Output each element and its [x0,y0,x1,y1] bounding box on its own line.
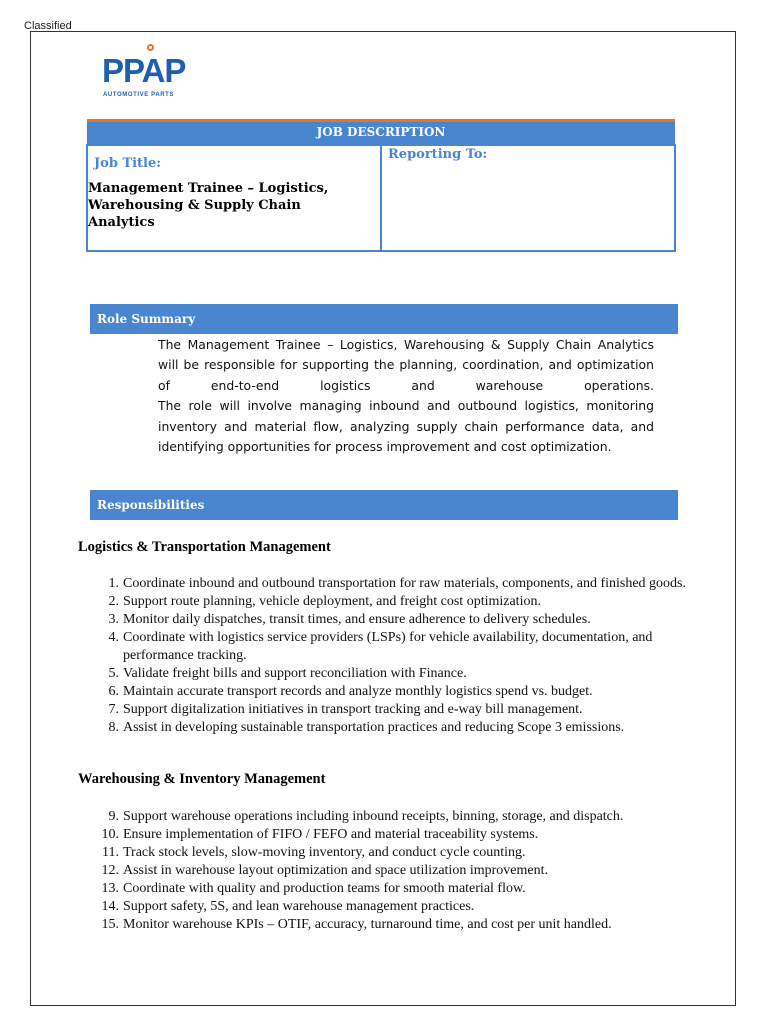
list-item: 7. Support digitalization initiatives in transport tracking and e-way bill management. [108,702,583,717]
logistics-responsibility-list [78,575,698,737]
list-item: 4. Coordinate with logistics service providers (LSPs) for vehicle availability, documentation, and performance tracking. [108,630,653,663]
logo-brand: PPAP [102,52,186,89]
list-item: 11. Track stock levels, slow-moving inventory, and conduct cycle counting. [102,845,526,860]
list-item: 15. Monitor warehouse KPIs – OTIF, accuracy, turnaround time, and cost per unit handled. [101,917,612,932]
logo-ring-mark [147,44,154,51]
list-item: 14. Support safety, 5S, and lean warehouse management practices. [101,899,475,914]
list-item: 10. Ensure implementation of FIFO / FEFO and material traceability systems. [101,827,539,842]
list-item: 1. Coordinate inbound and outbound transportation for raw materials, components, and finished goods. [108,576,687,591]
list-item: 5. Validate freight bills and support reconciliation with Finance. [108,666,467,681]
job-title-value: Management Trainee – Logistics, Warehousing & Supply Chain Analytics [88,181,329,230]
list-item: 9. Support warehouse operations including inbound receipts, binning, storage, and dispatch. [108,809,624,824]
role-summary-paragraph: The role will involve managing inbound and outbound logistics, monitoring inventory and material flow, analyzing supply chain performance data, and identifying opportunities for process improvement and cost optimization. [158,398,654,455]
list-item: 2. Support route planning, vehicle deployment, and freight cost optimization. [108,594,541,609]
responsibilities-heading: Responsibilities [90,490,678,520]
job-description-heading: JOB DESCRIPTION [87,122,675,144]
list-item: 3. Monitor daily dispatches, transit times, and ensure adherence to delivery schedules. [108,612,591,627]
role-summary-paragraph: The Management Trainee – Logistics, Warehousing & Supply Chain Analytics will be responsible for supporting the planning, coordination, and optimization of end-to-end logistics and warehouse operations. [158,337,654,393]
list-item: 12. Assist in warehouse layout optimization and space utilization improvement. [101,863,548,878]
role-summary-heading: Role Summary [90,304,678,334]
list-item: 6. Maintain accurate transport records and analyze monthly logistics spend vs. budget. [108,684,593,699]
logistics-group-title: Logistics & Transportation Management [78,539,331,555]
table-divider [380,146,382,250]
company-logo [102,44,202,104]
warehousing-responsibility-list [78,808,698,934]
list-item: 8. Assist in developing sustainable transportation practices and reducing Scope 3 emissions. [108,720,625,735]
job-title-label: Job Title: [94,156,162,171]
classification-label: Classified [24,20,72,32]
warehousing-group-title: Warehousing & Inventory Management [78,771,326,787]
logo-tagline: AUTOMOTIVE PARTS [103,92,175,98]
list-item: 13. Coordinate with quality and production teams for smooth material flow. [101,881,526,896]
reporting-to-label: Reporting To: [388,147,488,162]
job-description-table [86,144,676,252]
role-summary-body [158,335,654,457]
